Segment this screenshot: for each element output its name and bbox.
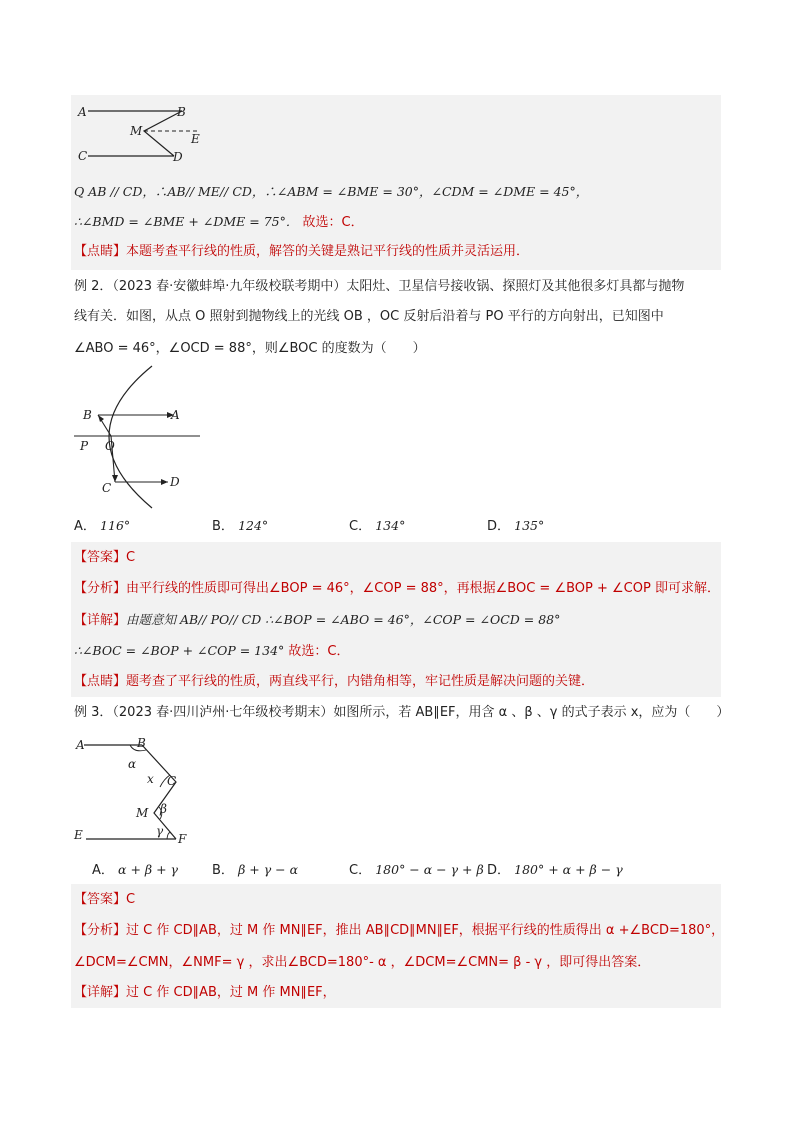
example-3-line-1: 例 3．（2023 春·四川泸州·七年级校考期末）如图所示，若 AB∥EF，用含 α 、β 、γ 的式子表示 x，应为（ ） [74,705,730,720]
detail-text: 由题意知 AB// PO// CD ∴∠BOP = ∠ABO = 46°，∠COP = ∠OCD = 88° [126,612,561,627]
option-d: D． 135° [487,518,545,534]
answer-line-2: 【答案】C [74,550,136,565]
solution-line-1: Q AB // CD，∴AB// ME// CD，∴∠ABM = ∠BME = 30°，∠CDM = ∠DME = 45°， [74,184,589,199]
label-beta: β [160,802,167,816]
detail-text: 过 C 作 CD∥AB，过 M 作 MN∥EF， [126,985,336,1000]
choice-text: 故选：C． [288,644,350,659]
example-2-line-3: ∠ABO = 46°，∠OCD = 88°，则∠BOC 的度数为（ ） [74,341,426,356]
option-b: B． β + γ − α [212,862,299,878]
example-2-line-2: 线有关．如图，从点 O 照射到抛物线上的光线 OB ，OC 反射后沿着与 PO 平行的方向射出，已知图中 [74,309,664,324]
detail-line-3: 【详解】过 C 作 CD∥AB，过 M 作 MN∥EF， [74,985,336,1000]
label-C: C [78,149,88,163]
answer-line-3: 【答案】C [74,892,136,907]
label-B: B [83,408,92,422]
solution-formula: ∴∠BMD = ∠BME + ∠DME = 75°． [74,214,299,229]
option-c: C． 180° − α − γ + β [349,862,484,878]
label-alpha: α [128,757,137,771]
zigzag-figure [72,733,202,845]
comment-line-2: 【点睛】题考查了平行线的性质，两直线平行，内错角相等，牢记性质是解决问题的关键． [74,674,595,689]
comment-text: 题考查了平行线的性质，两直线平行，内错角相等，牢记性质是解决问题的关键． [126,674,595,689]
example-2-line-1: 例 2．（2023 春·安徽蚌埠·九年级校联考期中）太阳灶、卫星信号接收锅、探照灯及其他很多灯具都与抛物 [74,279,685,294]
detail-line-2a: 【详解】由题意知 AB// PO// CD ∴∠BOP = ∠ABO = 46°，∠COP = ∠OCD = 88° [74,612,561,628]
analysis-line-2: 【分析】由平行线的性质即可得出∠BOP = 46°，∠COP = 88°，再根据∠BOC = ∠BOP + ∠COP 即可求解． [74,581,720,596]
detail-formula: ∴∠BOC = ∠BOP + ∠COP = 134° [74,643,285,658]
analysis-text: 由平行线的性质即可得出∠BOP = 46°，∠COP = 88°，再根据∠BOC = ∠BOP + ∠COP 即可求解． [126,581,720,596]
label-D: D [170,475,180,489]
label-C: C [102,481,112,495]
label-D: D [173,150,183,164]
label-x: x [147,772,154,786]
option-a: A． 116° [74,518,131,534]
label-A: A [171,408,180,422]
label-A: A [76,738,85,752]
detail-line-2b [74,641,350,662]
label-B: B [177,105,186,119]
choice-text: 故选：C． [302,215,364,230]
solution-line-2 [74,212,364,233]
label-O: O [105,439,115,453]
comment-tag: 【点睛】 [74,244,127,259]
option-d: D． 180° + α + β − γ [487,862,623,878]
option-b: B． 124° [212,518,269,534]
label-E: E [74,828,83,842]
label-gamma: γ [156,824,164,838]
parabola-figure [74,364,200,512]
comment-line-1 [74,242,529,262]
label-E: E [191,132,200,146]
answer-value: C [126,892,136,907]
option-a: A． α + β + γ [92,862,179,878]
label-B: B [137,736,146,750]
analysis-line-3b: ∠DCM=∠CMN，∠NMF= γ ，求出∠BCD=180°- α ，∠DCM=∠CMN= β - γ ，即可得出答案． [74,955,651,970]
label-F: F [178,832,187,845]
label-A: A [78,105,87,119]
option-c: C． 134° [349,518,406,534]
label-M: M [136,806,149,820]
parallel-lines-figure-1 [74,97,212,169]
label-C: C [167,774,177,788]
comment-text: 本题考查平行线的性质，解答的关键是熟记平行线的性质并灵活运用． [126,244,530,259]
analysis-line-3a: 【分析】过 C 作 CD∥AB，过 M 作 MN∥EF，推出 AB∥CD∥MN∥EF，根据平行线的性质得出 α +∠BCD=180°， [74,923,725,938]
answer-value: C [126,550,136,565]
label-P: P [80,439,89,453]
analysis-text: 过 C 作 CD∥AB，过 M 作 MN∥EF，推出 AB∥CD∥MN∥EF，根据平行线的性质得出 α +∠BCD=180°， [126,923,725,938]
label-M: M [130,124,143,138]
